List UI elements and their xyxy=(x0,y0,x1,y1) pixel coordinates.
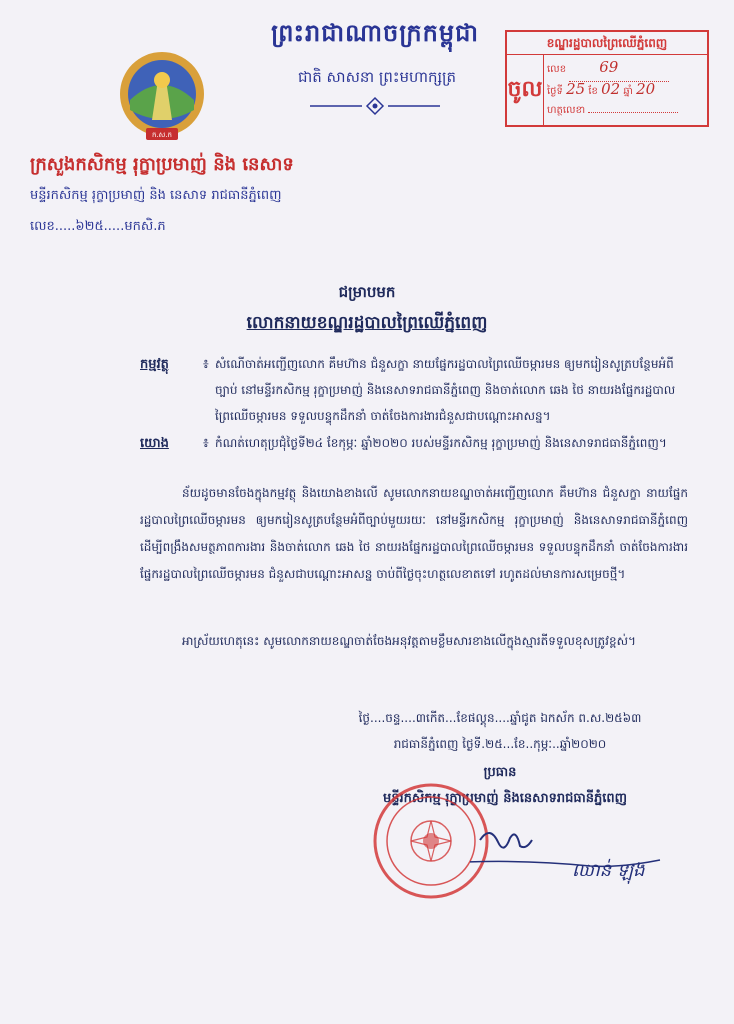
ministry-name: ក្រសួងកសិកម្ម រុក្ខាប្រមាញ់ និង នេសាទ xyxy=(30,154,294,175)
signer-office: មន្ទីរកសិកម្ម រុក្ខាប្រមាញ់ និងនេសាទរាជធានីភ្នំពេញ xyxy=(383,791,627,806)
stamp-year: 20 xyxy=(636,80,656,98)
stamp-date-row xyxy=(547,78,703,100)
kingdom-heading: ព្រះរាជាណាចក្រកម្ពុជា xyxy=(271,19,479,47)
reference-label: យោង xyxy=(140,436,169,451)
subject-label: កម្មវត្ថុ xyxy=(140,357,169,372)
stamp-day: 25 xyxy=(566,80,586,98)
stamp-received-label: ចូល xyxy=(507,54,544,125)
body-paragraph-1: ន័យដូចមានចែងក្នុងកម្មវត្ថុ និងយោងខាងលើ សូមលោកនាយខណ្ឌចាត់អញ្ជើញលោក គឹមហ៊ាន ជំនួសក្ខា នាយផ្នែករដ្ឋបាលព្រៃឈើចម្ការមន ឲ្យមករៀនសូត្របន្ថែមអំពីច្បាប់មួយរយៈ នៅមន្ទីរកសិកម្ម រុក្ខាប្រមាញ់ និងនេសាទរាជធានីភ្នំពេញ ដើម្បីពង្រឹងសមត្ថភាពការងារ និងចាត់លោក ឆេង ថៃ នាយរងផ្នែករដ្ឋបាលព្រៃឈើចម្ការមន ទទួលបន្ទុកដឹកនាំ ចាត់ចែងការងារផ្នែករដ្ឋបាលព្រៃឈើចម្ការមន ជំនួសជាបណ្តោះអាសន្ន ចាប់ពីថ្ងៃចុះហត្ថលេខាតទៅ រហូតដល់មានការសម្រេចថ្មី។ xyxy=(140,486,688,581)
attention-line: ជម្រាបមក xyxy=(338,283,396,301)
department-name: មន្ទីរកសិកម្ម រុក្ខាប្រមាញ់ និង នេសាទ រាជធានីភ្នំពេញ xyxy=(30,188,282,203)
reference-number: លេខ.....៦២៥.....មកសិ.ភ xyxy=(30,219,166,234)
lunar-date: ថ្ងៃ....ចន្ទ....៣កើត...ខែផល្គុន....ឆ្នាំជូត ឯកស័ក ព.ស.២៥៦៣ xyxy=(358,711,642,725)
stamp-month: 02 xyxy=(601,80,621,98)
stamp-number-label: លេខ xyxy=(547,64,567,75)
reference-colon: ៖ xyxy=(203,436,209,451)
reference-text: កំណត់ហេតុប្រជុំថ្ងៃទី២៤ ខែកុម្ភៈ ឆ្នាំ២០២០ របស់មន្ទីរកសិកម្ម រុក្ខាប្រមាញ់ និងនេសាទរាជធានីភ្នំពេញ។ xyxy=(215,436,667,450)
ministry-logo-emblem xyxy=(112,50,212,144)
stamp-month-label: ខែ xyxy=(588,86,598,97)
svg-text:ក.ស.ក: ក.ស.ក xyxy=(151,131,173,139)
received-stamp xyxy=(505,30,709,127)
stamp-signature-row xyxy=(547,100,703,122)
stamp-year-label: ឆ្នាំ xyxy=(623,86,633,97)
stamp-signature-label: ហត្ថលេខា xyxy=(547,105,586,116)
stamp-title: ខណ្ឌរដ្ឋបាលព្រៃឈើភ្នំពេញ xyxy=(507,32,707,55)
stamp-date-label: ថ្ងៃទី xyxy=(547,86,563,97)
stamp-number-value: 69 xyxy=(599,58,619,76)
stamp-number-row xyxy=(547,56,703,78)
signer-title: ប្រធាន xyxy=(483,765,517,780)
solar-date: រាជធានីភ្នំពេញ ថ្ងៃទី.២៥...ខែ..កុម្ភៈ..ឆ្នាំ២០២០ xyxy=(393,737,607,751)
body-paragraph-2: អាស្រ័យហេតុនេះ សូមលោកនាយខណ្ឌចាត់ចែងអនុវត្តតាមខ្លឹមសារខាងលើក្នុងស្មារតីទទួលខុសត្រូវខ្ពស់។ xyxy=(182,634,636,648)
national-motto: ជាតិ សាសនា ព្រះមហាក្សត្រ xyxy=(297,68,457,86)
decorative-ornament-icon xyxy=(300,96,450,116)
subject-text: សំណើចាត់អញ្ជើញលោក គឹមហ៊ាន ជំនួសក្ខា នាយផ្នែករដ្ឋបាលព្រៃឈើចម្ការមន ឲ្យមករៀនសូត្របន្ថែមអំពីច្បាប់ នៅមន្ទីរកសិកម្ម រុក្ខាប្រមាញ់ និងនេសាទរាជធានីភ្នំពេញ និងចាត់លោក ឆេង ថៃ នាយរងផ្នែករដ្ឋបាលព្រៃឈើចម្ការមន ទទួលបន្ទុកដឹកនាំ ចាត់ចែងការងារជំនួសជាបណ្តោះអាសន្ន។ xyxy=(215,357,676,423)
signer-name: ឈាន់ ឡុង xyxy=(572,860,645,881)
recipient-name: លោកនាយខណ្ឌរដ្ឋបាលព្រៃឈើភ្នំពេញ xyxy=(246,313,488,333)
subject-colon: ៖ xyxy=(203,357,209,372)
